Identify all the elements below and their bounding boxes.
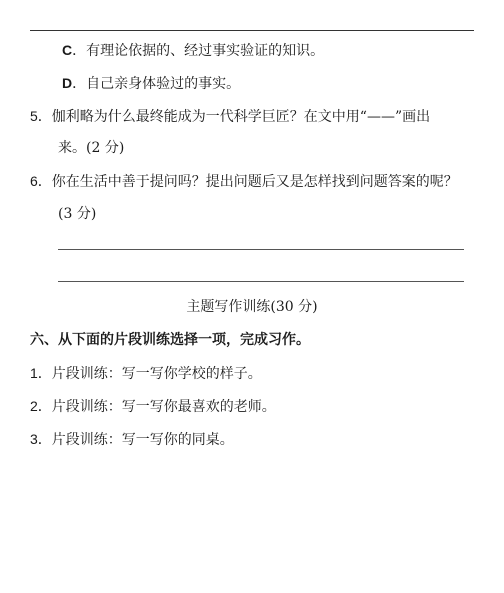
option-d xyxy=(62,73,240,94)
answer-line-1[interactable] xyxy=(58,249,464,250)
question-5-text: 伽利略为什么最终能成为一代科学巨匠？在文中用“——”画出 xyxy=(51,109,431,125)
task-3 xyxy=(30,429,234,450)
answer-line-2[interactable] xyxy=(58,281,464,282)
section-heading: 六、从下面的片段训练选择一项，完成习作。 xyxy=(30,332,310,348)
question-6-points: (3 分) xyxy=(58,206,97,222)
task-1 xyxy=(30,363,262,384)
task-1-text: 片段训练：写一写你学校的样子。 xyxy=(51,366,262,382)
task-3-number: 3． xyxy=(30,431,52,447)
task-3-text: 片段训练：写一写你的同桌。 xyxy=(51,432,234,448)
question-6-number: 6． xyxy=(30,173,52,189)
top-divider xyxy=(30,30,474,31)
task-2-number: 2． xyxy=(30,398,52,414)
option-c-text: ．有理论依据的、经过事实验证的知识。 xyxy=(72,43,325,59)
task-2 xyxy=(30,396,276,417)
question-5-continued: 来。(2 分) xyxy=(58,140,125,156)
question-6-text: 你在生活中善于提问吗？提出问题后又是怎样找到问题答案的呢？ xyxy=(51,174,458,190)
option-c-letter: C xyxy=(62,42,73,58)
option-d-letter: D xyxy=(62,75,73,91)
question-5-number: 5． xyxy=(30,108,52,124)
task-1-number: 1． xyxy=(30,365,52,381)
option-c xyxy=(62,40,324,61)
question-5 xyxy=(30,106,430,127)
section-title: 主题写作训练(30 分) xyxy=(186,299,318,315)
question-6 xyxy=(30,171,458,192)
task-2-text: 片段训练：写一写你最喜欢的老师。 xyxy=(51,399,276,415)
option-d-text: ．自己亲身体验过的事实。 xyxy=(72,76,241,92)
